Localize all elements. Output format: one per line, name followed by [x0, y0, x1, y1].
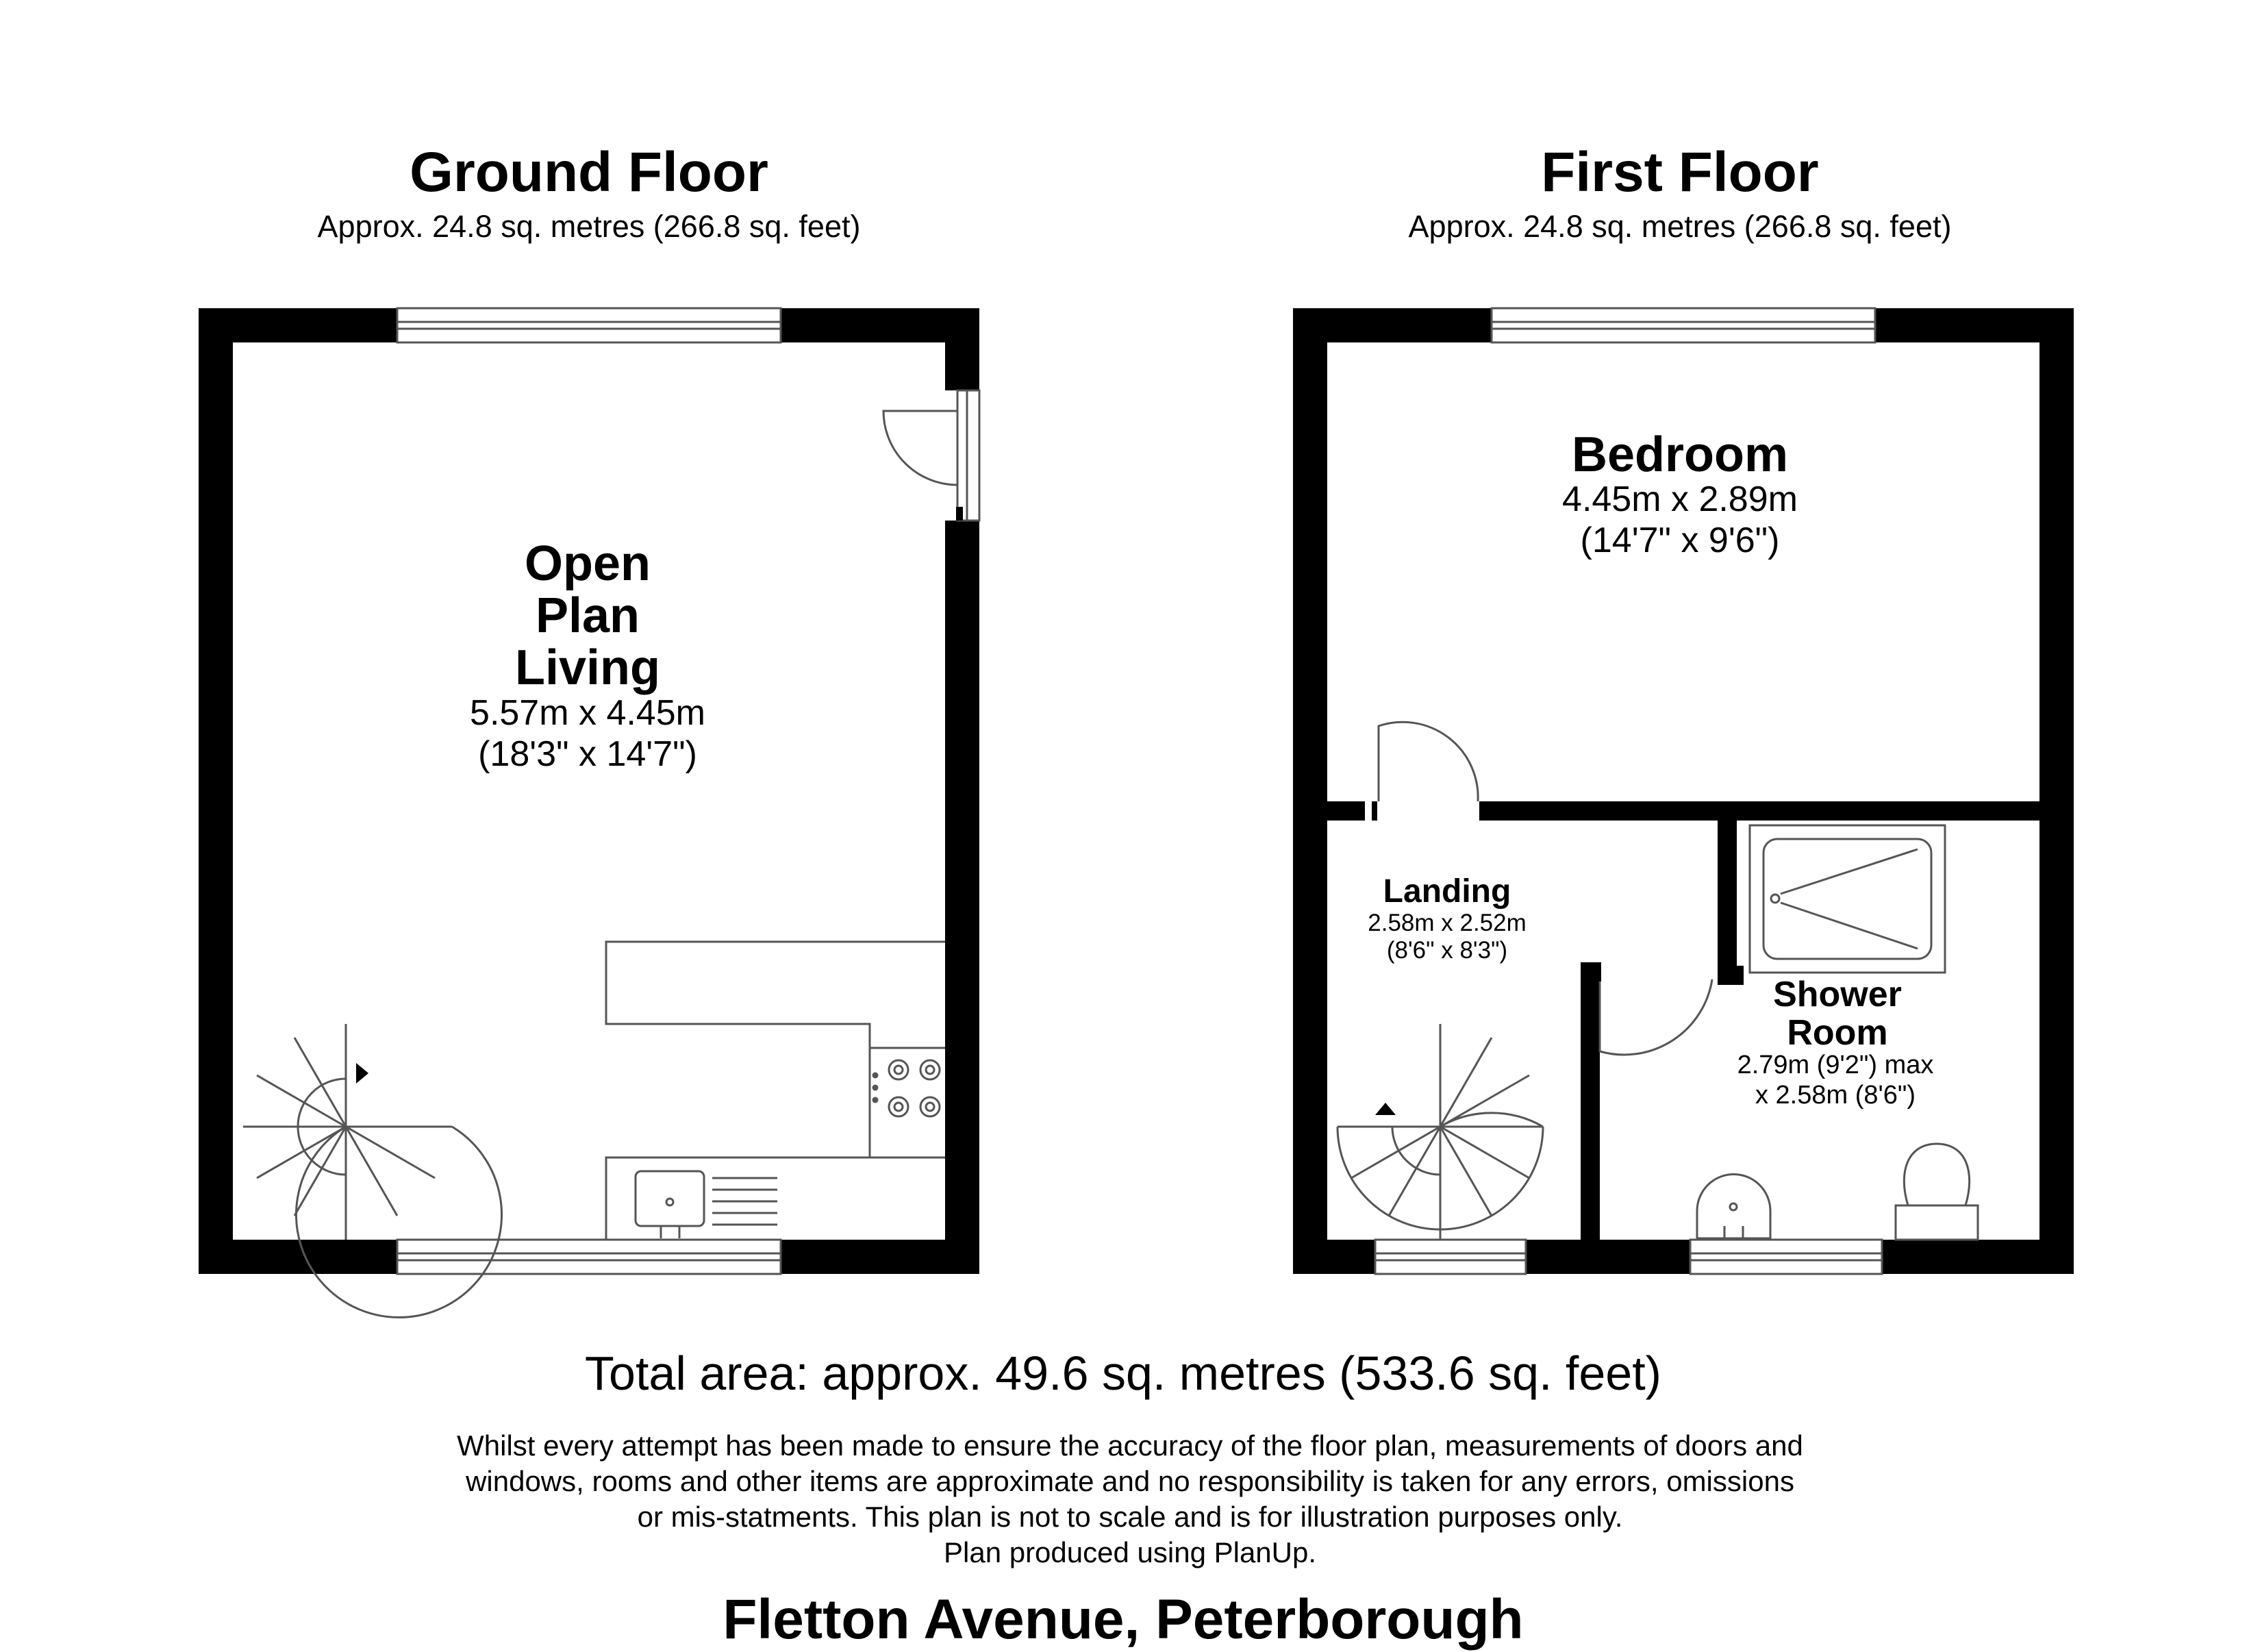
room-dim-line: 2.79m (9'2") max: [1737, 1051, 1934, 1079]
room-name-bedroom: Bedroom: [1571, 427, 1789, 482]
room-name-line: Plan: [535, 588, 640, 643]
room-name-line: Room: [1787, 1013, 1888, 1053]
room-dims-bedroom: [1562, 479, 1798, 562]
ground-floor-window-top: [397, 308, 781, 342]
disclaimer-line: windows, rooms and other items are approximate and no responsibility is taken for any errors, omissions: [466, 1465, 1794, 1497]
shower-room-door: [1600, 979, 1712, 1055]
bedroom-door: [1372, 722, 1492, 821]
room-dim-line: (8'6" x 8'3"): [1386, 937, 1508, 964]
room-name-landing: Landing: [1383, 873, 1511, 910]
room-name-shower-room: [1773, 975, 1902, 1052]
total-area: Total area: approx. 49.6 sq. metres (533.6 sq. feet): [585, 1347, 1661, 1400]
room-dim-line: (14'7" x 9'6"): [1580, 520, 1780, 560]
ground-floor-door: [883, 390, 979, 521]
room-dims-landing: [1368, 910, 1527, 965]
hob-icon: [873, 1060, 940, 1116]
kitchen-sink-icon: [636, 1171, 777, 1238]
disclaimer-line: Whilst every attempt has been made to ensure the accuracy of the floor plan, measurements of doors and: [457, 1429, 1803, 1462]
toilet-icon: [1896, 1144, 1978, 1240]
room-name-line: Open: [524, 536, 651, 591]
shower-tray-icon: [1750, 825, 1945, 973]
ground-floor-walls: [199, 308, 979, 1274]
disclaimer-line: Plan produced using PlanUp.: [943, 1536, 1317, 1568]
room-name-open-plan-living: [515, 538, 660, 694]
ground-floor-window-bottom: [397, 1240, 781, 1274]
kitchen-worktop: [606, 942, 945, 1240]
room-dim-line: 4.45m x 2.89m: [1562, 479, 1798, 519]
first-floor-area: Approx. 24.8 sq. metres (266.8 sq. feet): [1408, 209, 1952, 244]
first-floor-window-top: [1492, 308, 1875, 342]
first-floor-title: First Floor: [1541, 141, 1819, 203]
room-dims-open-plan-living: [470, 693, 705, 775]
room-dim-line: 2.58m x 2.52m: [1368, 910, 1527, 936]
room-dim-line: (18'3" x 14'7"): [478, 734, 697, 774]
room-name-line: Living: [515, 640, 660, 695]
room-name-line: Shower: [1773, 975, 1902, 1014]
ground-floor-title: Ground Floor: [410, 141, 768, 203]
ground-floor-plan: [199, 308, 979, 1317]
first-floor-window-shower: [1690, 1240, 1882, 1274]
room-dim-line: 5.57m x 4.45m: [470, 693, 705, 733]
room-dims-shower-room: [1737, 1051, 1934, 1110]
first-floor-spiral-stair-icon: [1338, 1024, 1543, 1240]
first-floor-window-landing: [1375, 1240, 1526, 1274]
disclaimer-line: or mis-statments. This plan is not to scale and is for illustration purposes only.: [637, 1501, 1623, 1533]
ground-floor-area: Approx. 24.8 sq. metres (266.8 sq. feet): [317, 209, 861, 244]
room-dim-line: x 2.58m (8'6"): [1755, 1080, 1916, 1110]
disclaimer: [457, 1428, 1803, 1570]
wash-basin-icon: [1697, 1174, 1770, 1238]
property-address: Fletton Avenue, Peterborough: [723, 1588, 1524, 1651]
